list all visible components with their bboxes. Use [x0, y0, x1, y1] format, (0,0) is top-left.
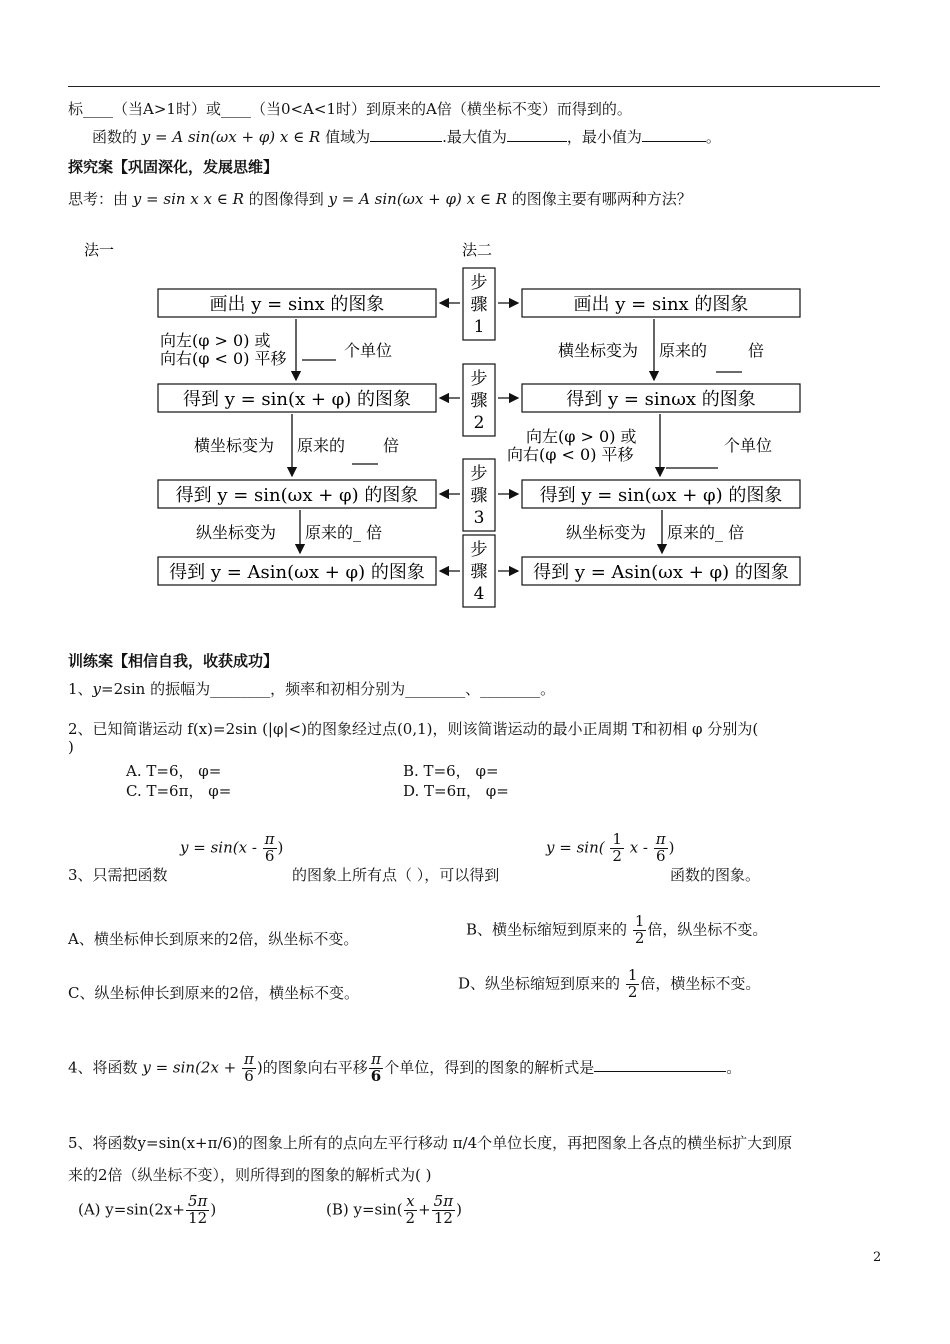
q4-f-den: 6: [244, 1066, 254, 1085]
right-t1-b: 原来的: [659, 341, 708, 360]
right-box-3-text: 得到 y = sin(ωx + φ) 的图象: [539, 485, 783, 506]
q5-optB-num1: x: [406, 1192, 415, 1210]
right-box-2-text: 得到 y = sinωx 的图象: [566, 389, 756, 410]
left-box-4: [158, 557, 436, 585]
q3-prefix: 3、只需把函数: [68, 866, 168, 884]
q3-f2-frac-1: [610, 832, 624, 865]
q5-optB-num2: 5π: [433, 1192, 454, 1210]
q3-optD-frac: [626, 968, 640, 1001]
right-box-4: [522, 557, 800, 585]
step-3-l1: 步: [470, 464, 488, 484]
step-box-4: [463, 535, 495, 607]
q3-optB-frac: [633, 914, 647, 947]
right-t3-b: 原来的_ 倍: [667, 523, 745, 542]
right-t1-c: 倍: [748, 341, 765, 360]
right-box-1: [522, 289, 800, 317]
q5-optB-post: ): [456, 1200, 462, 1219]
q5-optA-frac: [186, 1194, 209, 1227]
q5-option-b: [326, 1194, 462, 1227]
step-4-l1: 步: [470, 540, 488, 560]
left-t3-a: 纵坐标变为: [196, 523, 277, 542]
q3-f1-tail: ): [277, 838, 284, 857]
intro-line-1: 标____（当A>1时）或____（当0<A<1时）到原来的A倍（横坐标不变）而得到的。: [68, 100, 632, 118]
q2-option-a: A. T=6， φ=: [126, 762, 222, 780]
right-box-2: [522, 384, 800, 412]
q4-s-num: π: [371, 1050, 381, 1068]
q5-optB-frac-1: [404, 1194, 418, 1227]
left-t2-c: 倍: [383, 436, 400, 455]
left-box-2-text: 得到 y = sin(x + φ) 的图象: [182, 389, 412, 410]
q5-optA-den: 12: [188, 1208, 208, 1227]
q2-option-d: D. T=6π， φ=: [403, 782, 509, 800]
q3-f2-frac-2: [654, 832, 668, 865]
q3-optB-post: 倍，纵坐标不变。: [647, 920, 768, 939]
explore-formula-1: y = sin x x ∈ R: [132, 190, 244, 208]
q3-optD-num: 1: [627, 966, 638, 984]
left-t1-a: 向左(φ > 0) 或: [160, 331, 271, 350]
q4-s-den: 6: [370, 1066, 382, 1085]
step-box-3: [463, 459, 495, 531]
q3-f2-den1: 2: [612, 846, 622, 865]
question-1: [68, 678, 555, 699]
q3-f2-tail: ): [668, 838, 675, 857]
question-5-line-1: 5、将函数y=sin(x+π/6)的图象上所有的点向左平行移动 π/4个单位长度，再把图象上各点的横坐标扩大到原: [68, 1134, 793, 1152]
step-2-l2: 骤: [470, 391, 488, 411]
q4-f-tail: ): [256, 1058, 263, 1077]
q3-f2-mid: x -: [629, 838, 648, 857]
q3-formula-1: [180, 832, 283, 865]
q3-optD-post: 倍，横坐标不变。: [640, 974, 761, 993]
right-box-1-text: 画出 y = sinx 的图象: [573, 294, 749, 315]
q3-f1-den: 6: [264, 846, 275, 865]
q1-formula: y: [92, 680, 102, 698]
q4-f-head: y = sin(2x +: [142, 1058, 237, 1077]
step-3-l3: 3: [473, 508, 485, 528]
q1-prefix: 1、: [68, 680, 93, 698]
question-4: [68, 1052, 741, 1085]
q3-f1-frac: [263, 832, 277, 865]
left-box-4-text: 得到 y = Asin(ωx + φ) 的图象: [169, 562, 425, 583]
right-t1-a: 横坐标变为: [558, 341, 639, 360]
left-t2-b: 原来的: [297, 436, 346, 455]
left-box-2: [158, 384, 436, 412]
q5-optB-plus: +: [418, 1200, 431, 1219]
step-4-l2: 骤: [470, 562, 488, 582]
q3-option-b: [466, 914, 767, 947]
left-t3-b: 原来的_ 倍: [305, 523, 383, 542]
q3-f2-num2: π: [655, 830, 666, 848]
q3-option-c: C、纵坐标伸长到原来的2倍，横坐标不变。: [68, 984, 360, 1002]
left-box-3-text: 得到 y = sin(ωx + φ) 的图象: [175, 485, 419, 506]
q4-tail: 。: [726, 1058, 742, 1077]
left-box-1-text: 画出 y = sinx 的图象: [209, 294, 385, 315]
right-box-3: [522, 480, 800, 508]
q4-prefix: 4、将函数: [68, 1058, 138, 1077]
left-t1-c: 个单位: [344, 341, 393, 360]
step-2-l1: 步: [470, 369, 488, 389]
intro-line-2-prefix: 函数的: [92, 128, 138, 146]
step-2-l3: 2: [473, 413, 485, 433]
explore-question-middle: 的图像得到: [248, 190, 324, 208]
q4-f-frac: [242, 1052, 256, 1085]
method-2-label: 法二: [462, 241, 493, 259]
q3-option-d: [458, 968, 760, 1001]
page-number: 2: [873, 1250, 882, 1265]
q3-end: 函数的图象。: [670, 866, 761, 884]
q3-optB-den: 2: [634, 928, 645, 947]
q3-f1-head: y = sin(x -: [180, 838, 257, 857]
explore-formula-2: y = A sin(ωx + φ) x ∈ R: [328, 190, 507, 208]
q5-optB-den1: 2: [405, 1208, 416, 1227]
q3-option-a: A、横坐标伸长到原来的2倍，纵坐标不变。: [68, 930, 359, 948]
q3-f2-head: y = sin(: [546, 838, 605, 857]
q4-middle: 的图象向右平移: [262, 1058, 368, 1077]
explore-heading: 探究案【巩固深化，发展思维】: [68, 158, 279, 176]
q5-optB-frac-2: [432, 1194, 455, 1227]
right-t3-a: 纵坐标变为: [566, 523, 647, 542]
explore-question-end: 的图像主要有哪两种方法？: [511, 190, 692, 208]
q4-end: 个单位，得到的图象的解析式是: [384, 1058, 595, 1077]
q2-option-b: B. T=6， φ=: [403, 762, 499, 780]
left-t1-b: 向右(φ < 0) 平移: [160, 349, 287, 368]
question-5-line-2: 来的2倍（纵坐标不变），则所得到的图象的解析式为( ): [68, 1166, 432, 1184]
q1-text: =2sin 的振幅为________，频率和初相分别为________、________。: [101, 680, 556, 698]
q5-optB-pre: (B) y=sin(: [326, 1200, 403, 1219]
q2-option-c: C. T=6π， φ=: [126, 782, 232, 800]
method-1-label: 法一: [84, 241, 115, 259]
step-box-1: [463, 268, 495, 340]
q3-optD-den: 2: [627, 982, 638, 1001]
q3-f1-num: π: [264, 830, 275, 848]
right-box-4-text: 得到 y = Asin(ωx + φ) 的图象: [533, 562, 789, 583]
q5-option-a: [78, 1194, 216, 1227]
transformation-diagram: [0, 0, 950, 640]
q3-f2-num1: 1: [612, 830, 622, 848]
right-t2-b: 向右(φ < 0) 平移: [507, 445, 634, 464]
q3-optB-pre: B、横坐标缩短到原来的: [466, 920, 628, 939]
q3-optD-pre: D、纵坐标缩短到原来的: [458, 974, 621, 993]
q3-middle: 的图象上所有点（ ），可以得到: [292, 866, 500, 884]
q5-optA-post: ): [210, 1200, 217, 1219]
intro-line-2-middle: 值域为: [325, 128, 371, 146]
question-2-line-2: ): [68, 738, 74, 756]
q4-answer-blank: [594, 1057, 726, 1072]
intro-line-2-formula: y = A sin(ωx + φ) x ∈ R: [141, 128, 321, 146]
question-2-line-1: 2、已知简谐运动 f(x)=2sin (|φ|<)的图象经过点(0,1)，则该简谐运动的最小正周期 T和初相 φ 分别为(: [68, 720, 759, 738]
left-box-1: [158, 289, 436, 317]
step-3-l2: 骤: [470, 486, 488, 506]
training-heading: 训练案【相信自我，收获成功】: [68, 652, 279, 670]
right-t2-c: 个单位: [724, 436, 773, 455]
explore-question-prefix: 思考：由: [68, 190, 129, 208]
right-t2-a: 向左(φ > 0) 或: [526, 427, 637, 446]
q4-f-num: π: [244, 1050, 254, 1068]
q3-f2-den2: 6: [655, 846, 666, 865]
step-box-2: [463, 364, 495, 436]
intro-line-2-min: ，最小值为: [566, 128, 642, 146]
step-1-l3: 1: [473, 317, 485, 337]
q5-optB-den2: 12: [433, 1208, 453, 1227]
intro-line-2-max: .最大值为: [442, 128, 507, 146]
step-4-l3: 4: [473, 584, 485, 604]
intro-line-2-end: 。: [705, 128, 721, 146]
q3-optB-num: 1: [634, 912, 645, 930]
q3-formula-2: [546, 832, 675, 865]
q5-optA-num: 5π: [187, 1192, 208, 1210]
left-t2-a: 横坐标变为: [194, 436, 275, 455]
q5-optA-pre: (A) y=sin(2x+: [78, 1200, 185, 1219]
left-box-3: [158, 480, 436, 508]
q4-shift-frac: [369, 1052, 383, 1085]
step-1-l2: 骤: [470, 295, 488, 315]
step-1-l1: 步: [470, 273, 488, 293]
